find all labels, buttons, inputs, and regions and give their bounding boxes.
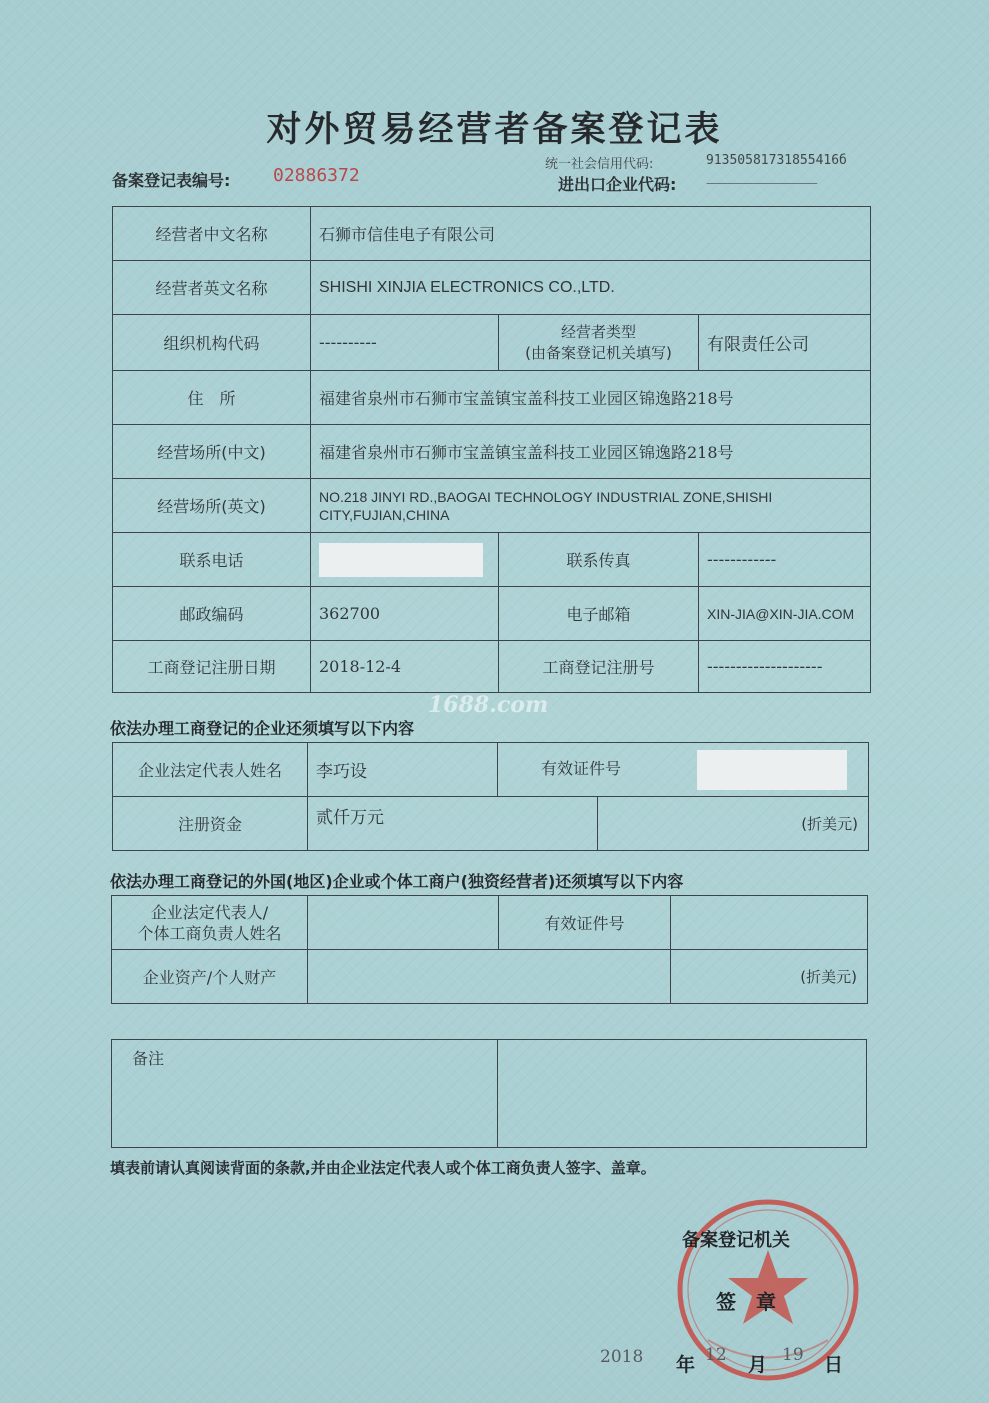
table-row (113, 371, 871, 425)
fax-label: 联系传真 (499, 533, 699, 587)
redaction-mask (697, 750, 847, 790)
remarks-value (498, 1040, 867, 1148)
table-row (113, 261, 871, 315)
rep-label-line2: 个体工商负责人姓名 (137, 923, 282, 943)
serial-label: 备案登记表编号: (112, 171, 231, 190)
table-row (113, 533, 871, 587)
postcode-value: 362700 (311, 587, 499, 641)
operator-info-table (112, 206, 871, 693)
id-label: 有效证件号 (540, 759, 621, 778)
id-cell (498, 743, 869, 797)
year-unit: 年 (676, 1354, 696, 1376)
legal-rep-value: 李巧设 (308, 743, 498, 797)
table-row (113, 797, 869, 851)
table-row (112, 1040, 867, 1148)
reg-date-value: 2018-12-4 (311, 641, 499, 693)
en-name-value: SHISHI XINJIA ELECTRONICS CO.,LTD. (311, 261, 871, 315)
table-row (113, 479, 871, 533)
table-row (113, 641, 871, 693)
phone-label: 联系电话 (113, 533, 311, 587)
operator-type-label-line1: 经营者类型 (560, 322, 636, 341)
table-row (113, 207, 871, 261)
credit-code-value: 91350581731855416б (706, 153, 847, 168)
postcode-label: 邮政编码 (113, 587, 311, 641)
reg-no-value: -------------------- (699, 641, 871, 693)
email-label: 电子邮箱 (499, 587, 699, 641)
table-row (113, 315, 871, 371)
assets-label: 企业资产/个人财产 (112, 950, 308, 1004)
date-month: 12 (705, 1345, 727, 1365)
legal-rep-label: 企业法定代表人姓名 (113, 743, 308, 797)
remarks-table (111, 1039, 867, 1148)
place-en-label: 经营场所(英文) (113, 479, 311, 533)
month-unit: 月 (748, 1354, 768, 1376)
id-value-foreign (671, 896, 868, 950)
org-code-value: ---------- (311, 315, 499, 371)
table-row (113, 743, 869, 797)
email-value: XIN-JIA@XIN-JIA.COM (699, 587, 871, 641)
date-day: 19 (782, 1345, 804, 1365)
assets-usd-note: (折美元) (671, 950, 868, 1004)
reg-date-label: 工商登记注册日期 (113, 641, 311, 693)
id-label-foreign: 有效证件号 (499, 896, 671, 950)
cn-name-label: 经营者中文名称 (113, 207, 311, 261)
place-cn-label: 经营场所(中文) (113, 425, 311, 479)
cn-name-value: 石狮市信佳电子有限公司 (311, 207, 871, 261)
capital-usd-note: (折美元) (598, 797, 869, 851)
address-label: 住 所 (113, 371, 311, 425)
place-en-value: NO.218 JINYI RD.,BAOGAI TECHNOLOGY INDUSTRIAL ZONE,SHISHI CITY,FUJIAN,CHINA (311, 479, 871, 533)
watermark-text: 1688.com (428, 692, 549, 718)
footer-instruction: 填表前请认真阅读背面的条款,并由企业法定代表人或个体工商负责人签字、盖章。 (110, 1159, 656, 1177)
rep-value (308, 896, 499, 950)
operator-type-value: 有限责任公司 (699, 315, 871, 371)
ie-code-label: 进出口企业代码: (558, 175, 677, 194)
table-row (113, 425, 871, 479)
authority-label: 备案登记机关 (682, 1230, 790, 1251)
place-cn-value: 福建省泉州市石狮市宝盖镇宝盖科技工业园区锦逸路218号 (311, 425, 871, 479)
date-year: 2018 (600, 1347, 644, 1367)
section3-heading: 依法办理工商登记的外国(地区)企业或个体工商户(独资经营者)还须填写以下内容 (110, 872, 684, 891)
foreign-enterprise-table (111, 895, 868, 1004)
day-unit: 日 (824, 1354, 844, 1376)
capital-label: 注册资金 (113, 797, 308, 851)
org-code-label: 组织机构代码 (113, 315, 311, 371)
operator-type-label (499, 315, 699, 371)
rep-label-line1: 企业法定代表人/ (150, 902, 269, 922)
fax-value: ------------ (699, 533, 871, 587)
table-row (112, 896, 868, 950)
assets-value (308, 950, 671, 1004)
remarks-label: 备注 (112, 1040, 498, 1148)
address-value: 福建省泉州市石狮市宝盖镇宝盖科技工业园区锦逸路218号 (311, 371, 871, 425)
capital-value: 贰仟万元 (308, 797, 598, 851)
en-name-label: 经营者英文名称 (113, 261, 311, 315)
operator-type-label-line2: (由备案登记机关填写) (525, 343, 672, 362)
table-row (113, 587, 871, 641)
redaction-mask (319, 543, 483, 577)
section2-heading: 依法办理工商登记的企业还须填写以下内容 (110, 719, 415, 738)
rep-label (112, 896, 308, 950)
seal-label: 签 章 (716, 1290, 776, 1314)
table-row (112, 950, 868, 1004)
credit-code-label: 统一社会信用代码: (545, 157, 654, 172)
enterprise-info-table (112, 742, 869, 851)
phone-value (311, 533, 499, 587)
form-title: 对外贸易经营者备案登记表 (266, 110, 723, 150)
reg-no-label: 工商登记注册号 (499, 641, 699, 693)
ie-code-value: —————————— (706, 176, 816, 191)
serial-number: 02886372 (273, 165, 360, 186)
